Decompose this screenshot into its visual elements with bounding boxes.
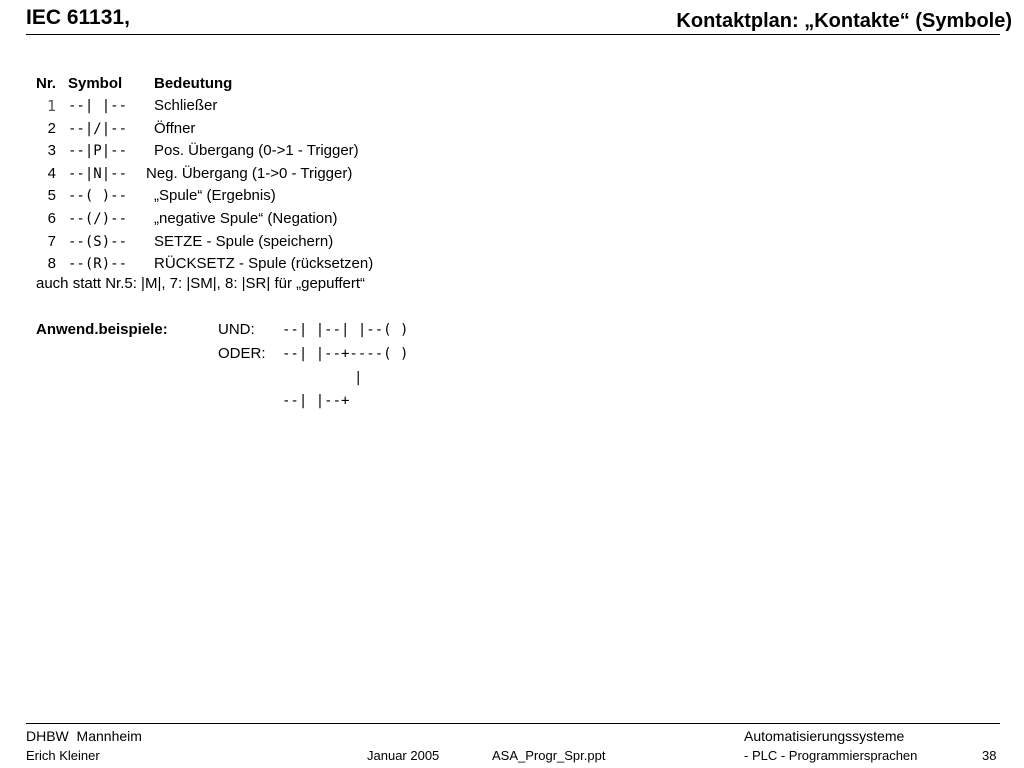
footer-institution: DHBW Mannheim bbox=[26, 728, 142, 744]
example-or-label: ODER: bbox=[218, 345, 266, 362]
example-or-code-line3: --| |--+ bbox=[282, 393, 350, 409]
row-symbol: --|/|-- bbox=[68, 120, 128, 137]
row-symbol: --|P|-- bbox=[68, 143, 128, 160]
row-meaning: SETZE - Spule (speichern) bbox=[154, 232, 334, 250]
header-symbol: Symbol bbox=[68, 75, 123, 92]
row-nr: 7 bbox=[47, 232, 56, 250]
footer-date: Januar 2005 bbox=[367, 748, 440, 763]
row-meaning: Öffner bbox=[154, 119, 196, 137]
row-symbol: --(S)-- bbox=[68, 233, 128, 250]
row-meaning: Schließer bbox=[154, 97, 218, 114]
row-meaning: „Spule“ (Ergebnis) bbox=[154, 187, 276, 205]
example-or-code-line1: --| |--+----( ) bbox=[282, 346, 409, 362]
header-meaning: Bedeutung bbox=[154, 75, 233, 92]
buffered-note: auch statt Nr.5: |M|, 7: |SM|, 8: |SR| für „gepuffert“ bbox=[36, 275, 366, 292]
slide-title-right: Kontaktplan: „Kontakte“ (Symbole) bbox=[676, 10, 1012, 32]
footer-file: ASA_Progr_Spr.ppt bbox=[492, 748, 606, 763]
footer-author: Erich Kleiner bbox=[26, 748, 100, 763]
row-symbol: --( )-- bbox=[68, 188, 128, 205]
row-symbol: --| |-- bbox=[68, 98, 128, 114]
example-and-label: UND: bbox=[218, 321, 255, 338]
row-nr: 4 bbox=[47, 164, 56, 182]
row-meaning: „negative Spule“ (Negation) bbox=[154, 209, 338, 227]
header-divider bbox=[26, 34, 1000, 35]
examples-label: Anwend.beispiele: bbox=[36, 321, 168, 338]
row-nr: 1 bbox=[46, 97, 56, 115]
header-nr: Nr. bbox=[36, 75, 57, 92]
example-and-code: --| |--| |--( ) bbox=[282, 322, 409, 338]
row-nr: 8 bbox=[47, 255, 56, 273]
slide-title-left: IEC 61131, bbox=[26, 6, 130, 29]
row-meaning: Pos. Übergang (0->1 - Trigger) bbox=[154, 142, 359, 160]
example-or-code-line2: | bbox=[354, 370, 363, 386]
row-symbol: --(R)-- bbox=[68, 256, 128, 273]
footer-page-number: 38 bbox=[982, 748, 997, 763]
row-nr: 5 bbox=[47, 187, 56, 205]
row-nr: 3 bbox=[47, 142, 56, 160]
footer-course: Automatisierungssysteme bbox=[744, 728, 905, 744]
row-meaning: RÜCKSETZ - Spule (rücksetzen) bbox=[154, 255, 374, 273]
footer-divider bbox=[26, 723, 1000, 724]
row-nr: 6 bbox=[47, 209, 56, 227]
footer-subtitle: - PLC - Programmiersprachen bbox=[744, 748, 918, 763]
row-meaning: Neg. Übergang (1->0 - Trigger) bbox=[146, 164, 353, 182]
row-nr: 2 bbox=[47, 119, 56, 137]
row-symbol: --(/)-- bbox=[68, 210, 128, 227]
row-symbol: --|N|-- bbox=[68, 165, 128, 182]
